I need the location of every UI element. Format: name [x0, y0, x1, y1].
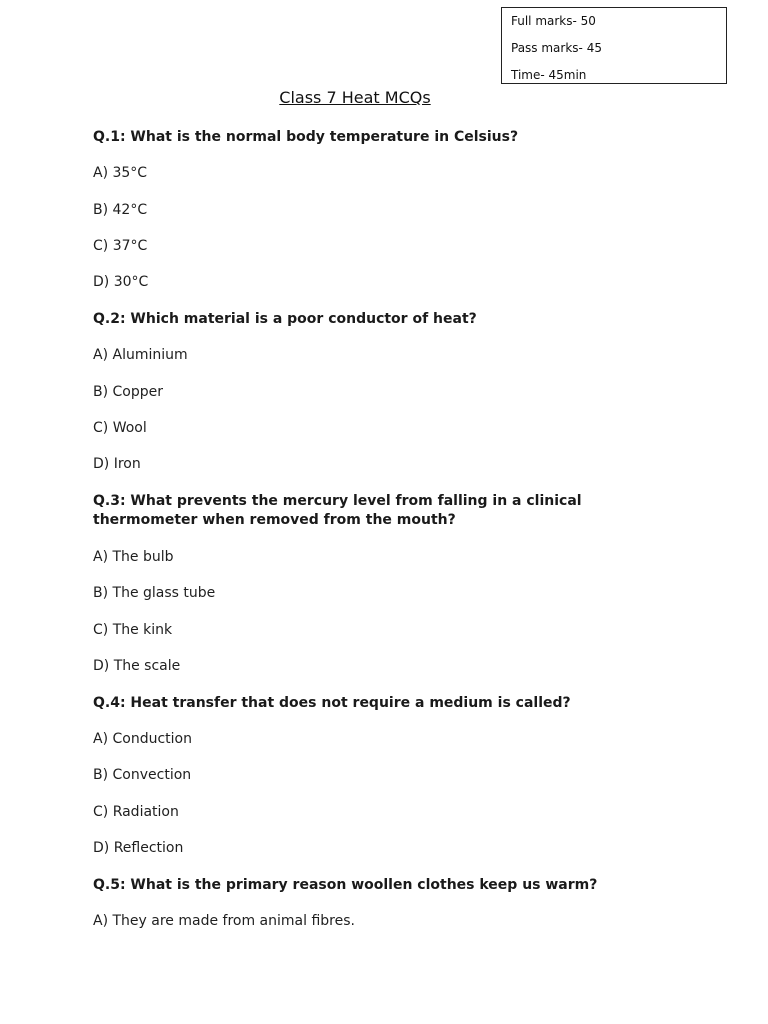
q1-option-d: D) 30°C — [93, 274, 149, 290]
q4-option-a: A) Conduction — [93, 731, 192, 747]
q4-option-d: D) Reflection — [93, 840, 184, 856]
q3-option-b: B) The glass tube — [93, 585, 216, 601]
q2-option-c: C) Wool — [93, 420, 147, 436]
q2-option-d: D) Iron — [93, 456, 141, 472]
pass-marks: Pass marks- 45 — [511, 41, 602, 55]
question-5: Q.5: What is the primary reason woollen clothes keep us warm? — [93, 877, 598, 893]
q3-option-a: A) The bulb — [93, 549, 174, 565]
q2-option-a: A) Aluminium — [93, 347, 188, 363]
full-marks: Full marks- 50 — [511, 14, 596, 28]
q1-option-b: B) 42°C — [93, 202, 148, 218]
q5-option-a: A) They are made from animal fibres. — [93, 913, 355, 929]
question-3: Q.3: What prevents the mercury level from falling in a clinical thermometer when removed from the mouth? — [93, 493, 582, 528]
q3-option-c: C) The kink — [93, 622, 173, 638]
q1-option-c: C) 37°C — [93, 238, 148, 254]
question-1: Q.1: What is the normal body temperature in Celsius? — [93, 129, 519, 145]
q3-option-d: D) The scale — [93, 658, 181, 674]
q2-option-b: B) Copper — [93, 384, 163, 400]
page-title: Class 7 Heat MCQs — [279, 88, 431, 107]
question-4: Q.4: Heat transfer that does not require a medium is called? — [93, 695, 571, 711]
question-2: Q.2: Which material is a poor conductor of heat? — [93, 311, 477, 327]
q1-option-a: A) 35°C — [93, 165, 148, 181]
marks-box — [501, 7, 727, 84]
time-allowed: Time- 45min — [511, 68, 587, 82]
q4-option-c: C) Radiation — [93, 804, 179, 820]
q4-option-b: B) Convection — [93, 767, 192, 783]
